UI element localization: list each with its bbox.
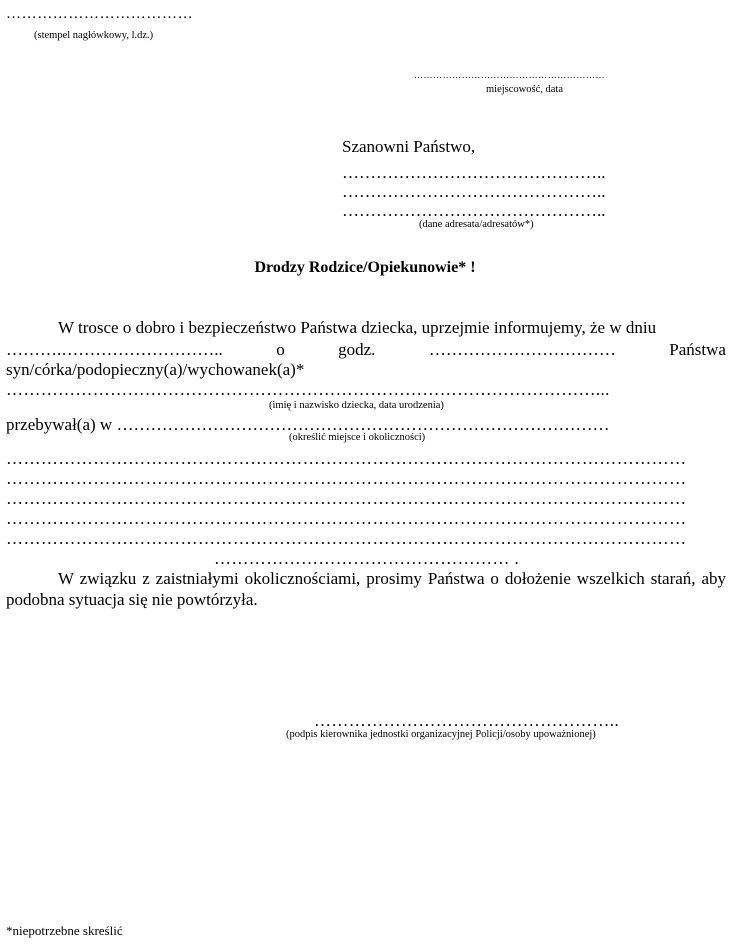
stamp-caption: (stempel nagłówkowy, l.dz.) xyxy=(34,30,154,41)
panstwa-label: Państwa xyxy=(669,340,726,359)
circumstances-line-last: …………………………………………… . xyxy=(214,549,520,568)
circumstances-line-4: ……………………………………………………………………………………………………… xyxy=(6,509,687,528)
date-time-line xyxy=(6,340,726,360)
child-caption: (imię i nazwisko dziecka, data urodzenia) xyxy=(269,400,444,411)
paragraph-intro: W trosce o dobro i bezpieczeństwo Państwa dziecka, uprzejmie informujemy, że w dniu xyxy=(58,318,657,337)
stamp-placeholder-line: ……………………………… xyxy=(6,6,194,22)
address-line-3: ……………………………………….. xyxy=(342,201,606,220)
place-date-placeholder-line: …………………………………………………… xyxy=(414,70,605,80)
circumstances-line-1: ……………………………………………………………………………………………………… xyxy=(6,449,687,468)
signature-placeholder-line: …………………………………………….. xyxy=(314,711,620,730)
circumstances-line-2: ……………………………………………………………………………………………………… xyxy=(6,469,687,488)
place-circumstances-caption: (określić miejsce i okoliczności) xyxy=(289,432,426,443)
footnote: *niepotrzebne skreślić xyxy=(6,923,123,938)
signature-caption: (podpis kierownika jednostki organizacyjnej Policji/osoby upoważnionej) xyxy=(286,729,596,740)
salutation: Szanowni Państwo, xyxy=(342,137,476,156)
child-label: syn/córka/podopieczny(a)/wychowanek(a)* xyxy=(6,360,305,379)
address-line-1: ……………………………………….. xyxy=(342,163,606,182)
time-placeholder: …………………………… xyxy=(428,340,616,359)
place-line: przebywał(a) w …………………………………………………………………………… xyxy=(6,415,610,434)
circumstances-line-5: ……………………………………………………………………………………………………… xyxy=(6,529,687,548)
circumstances-line-3: ……………………………………………………………………………………………………… xyxy=(6,489,687,508)
paragraph-closing: W związku z zaistniałymi okolicznościami, prosimy Państwa o dołożenie wszelkich starań, aby podobna sytuacja się nie powtórzyła. xyxy=(6,569,726,609)
date-placeholder: ……….……………………….. xyxy=(6,340,223,359)
godz-label: godz. xyxy=(338,340,376,359)
place-date-caption: miejscowość, data xyxy=(486,84,563,95)
address-line-2: ……………………………………….. xyxy=(342,182,606,201)
o-label: o xyxy=(276,340,285,359)
address-caption: (dane adresata/adresatów*) xyxy=(419,219,534,230)
letter-title: Drodzy Rodzice/Opiekunowie* ! xyxy=(254,259,476,276)
child-placeholder-line: …………………………………………………………………………………………... xyxy=(6,380,610,399)
